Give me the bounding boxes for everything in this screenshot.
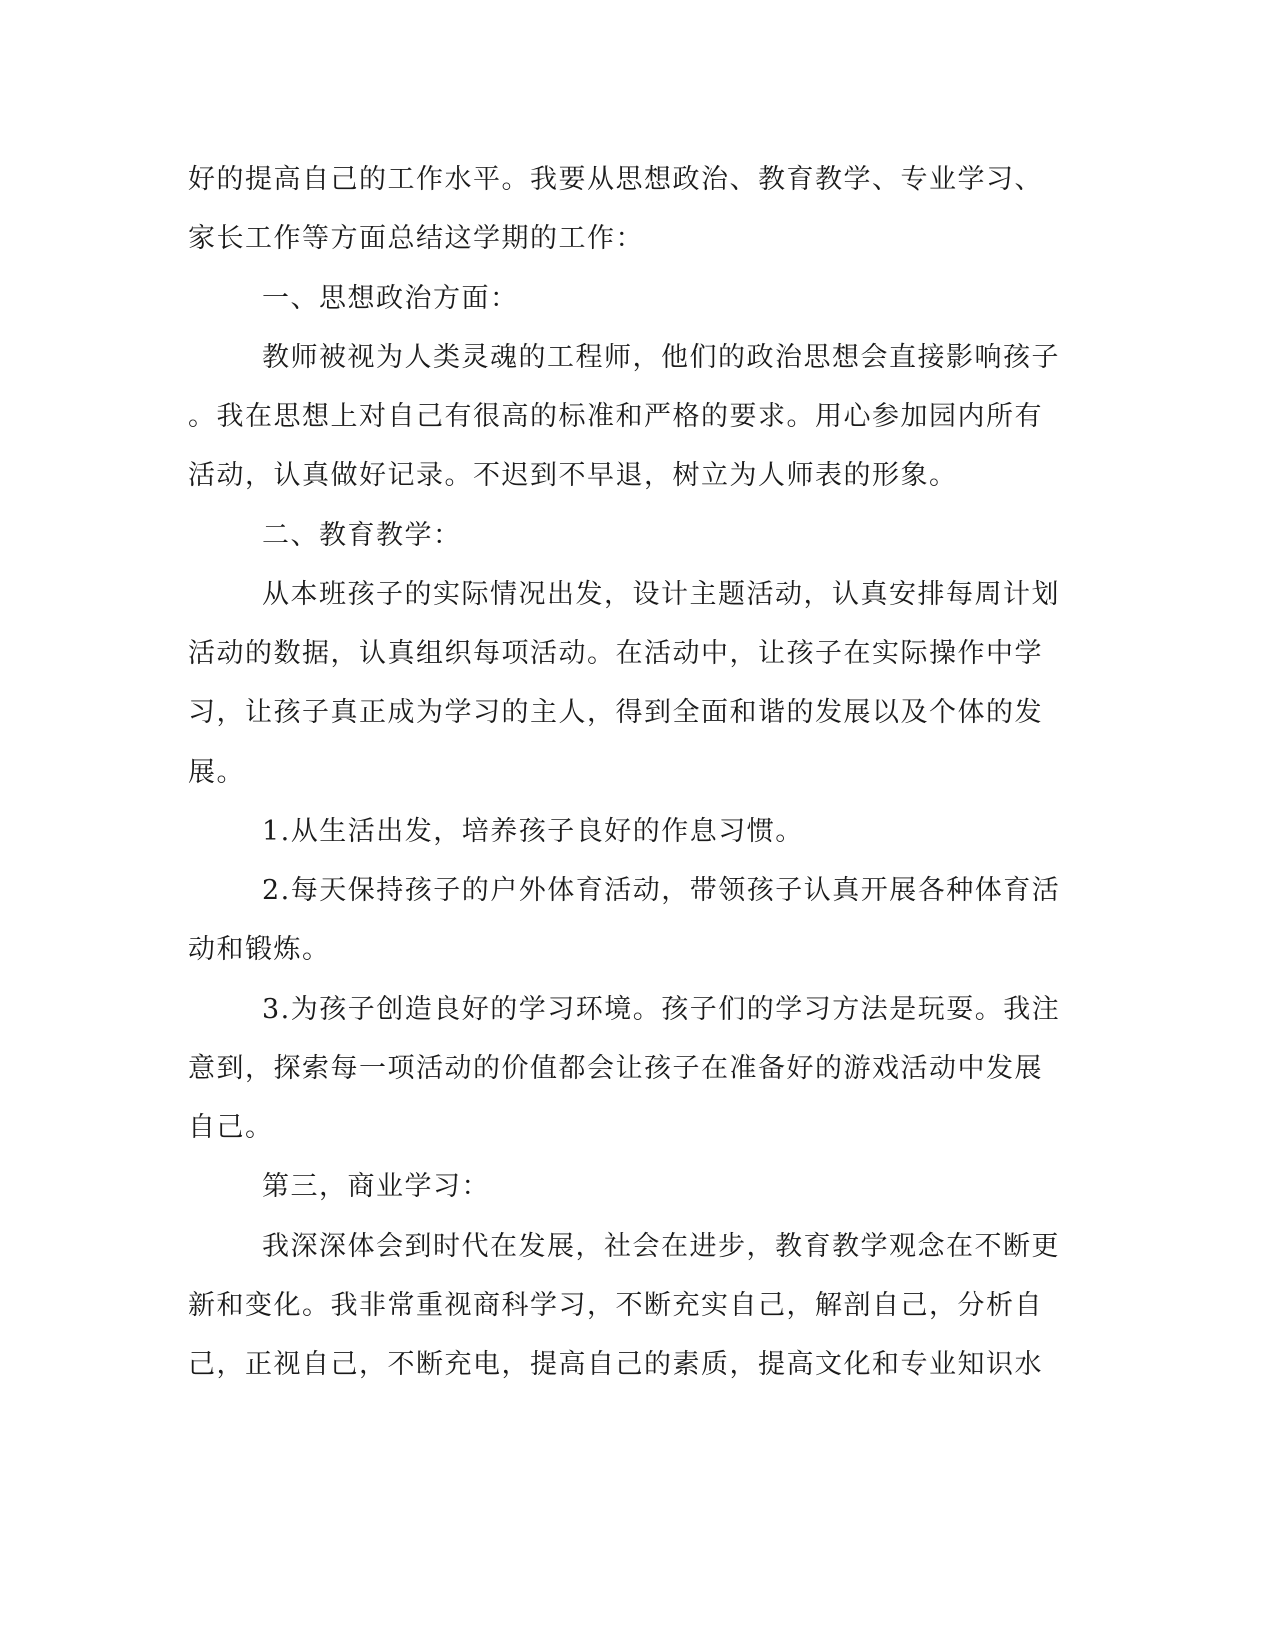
paragraph-line: 活动的数据，认真组织每项活动。在活动中，让孩子在实际操作中学 (188, 638, 1043, 669)
section-heading: 二、教育教学： (262, 520, 462, 551)
paragraph-line: 自己。 (188, 1112, 274, 1143)
paragraph-line: 己，正视自己，不断充电，提高自己的素质，提高文化和专业知识水 (188, 1349, 1043, 1380)
list-item: 2.每天保持孩子的户外体育活动，带领孩子认真开展各种体育活 (262, 875, 1061, 906)
paragraph-line: 活动，认真做好记录。不迟到不早退，树立为人师表的形象。 (188, 460, 958, 491)
list-item: 3.为孩子创造良好的学习环境。孩子们的学习方法是玩耍。我注 (262, 994, 1061, 1025)
section-heading: 第三，商业学习： (262, 1171, 490, 1202)
paragraph-line: 习，让孩子真正成为学习的主人，得到全面和谐的发展以及个体的发 (188, 697, 1043, 728)
paragraph-line: 。我在思想上对自己有很高的标准和严格的要求。用心参加园内所有 (188, 401, 1043, 432)
paragraph-line: 教师被视为人类灵魂的工程师，他们的政治思想会直接影响孩子 (262, 342, 1060, 373)
paragraph-line: 展。 (188, 757, 245, 788)
paragraph-line: 动和锻炼。 (188, 934, 331, 965)
paragraph-line: 我深深体会到时代在发展，社会在进步，教育教学观念在不断更 (262, 1231, 1060, 1262)
paragraph-line: 新和变化。我非常重视商科学习，不断充实自己，解剖自己，分析自 (188, 1290, 1043, 1321)
paragraph-line: 从本班孩子的实际情况出发，设计主题活动，认真安排每周计划 (262, 579, 1060, 610)
paragraph-line: 好的提高自己的工作水平。我要从思想政治、教育教学、专业学习、 (188, 164, 1043, 195)
list-item: 1.从生活出发，培养孩子良好的作息习惯。 (262, 816, 804, 847)
section-heading: 一、思想政治方面： (262, 283, 519, 314)
paragraph-line: 意到，探索每一项活动的价值都会让孩子在准备好的游戏活动中发展 (188, 1053, 1043, 1084)
paragraph-line: 家长工作等方面总结这学期的工作： (188, 223, 644, 254)
